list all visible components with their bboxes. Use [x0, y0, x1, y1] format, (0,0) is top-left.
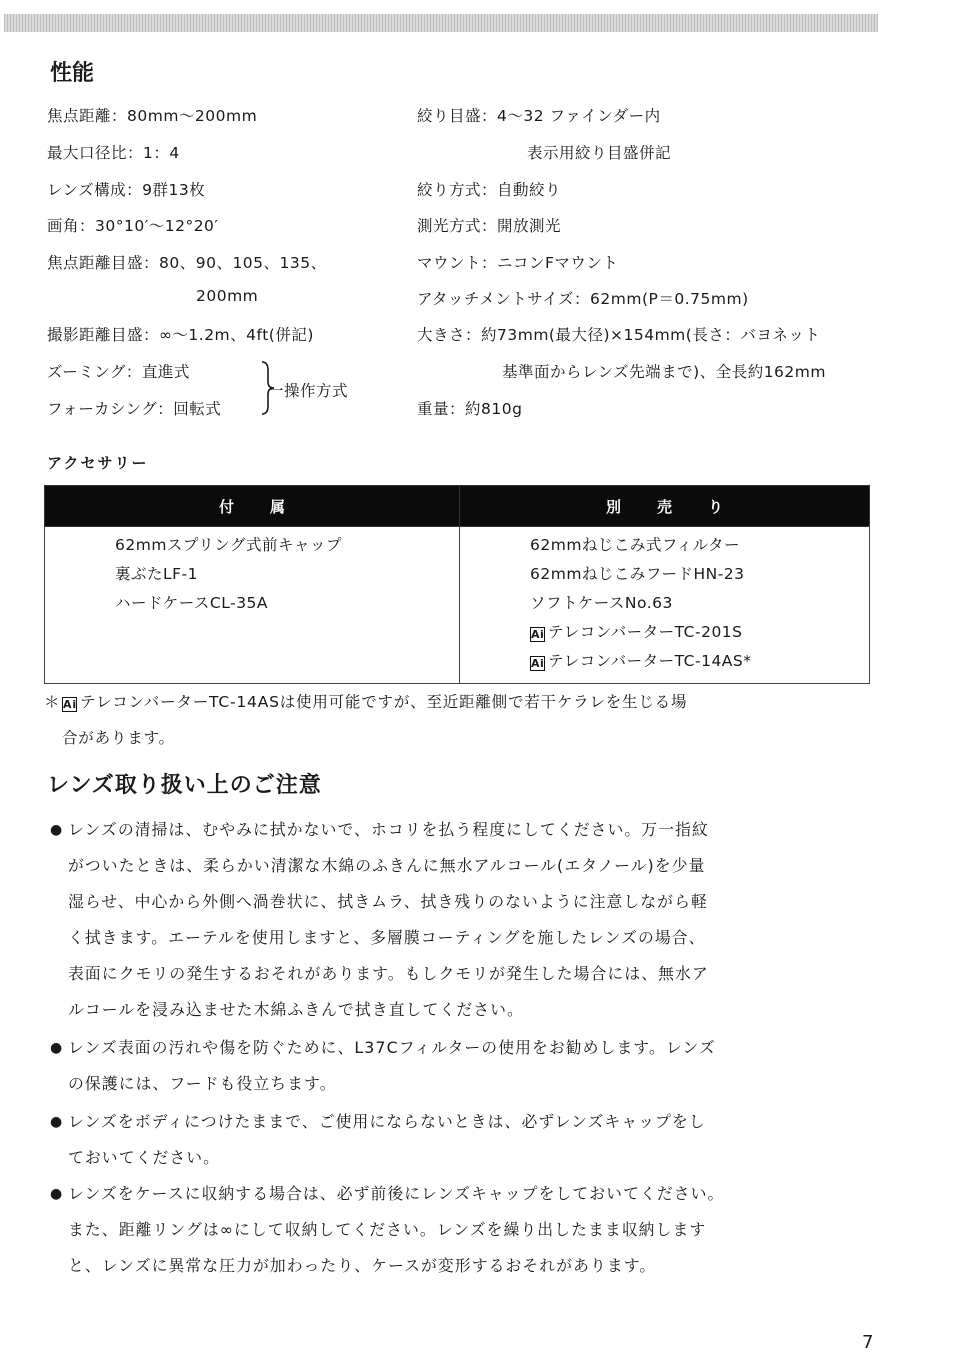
bullet-icon: ● [50, 1114, 64, 1130]
ai-nikkor-icon: Ai [63, 698, 77, 711]
specs-title: 性能 [50, 61, 95, 86]
caution-line: と、レンズに異常な圧力が加わったり、ケースが変形するおそれがあります。 [68, 1256, 657, 1275]
list-item: ハードケースCL-35A [115, 594, 269, 612]
spec-aperture-scale: 絞り目盛：4〜32 ファインダー内 [417, 107, 661, 125]
header-included: 付属 [45, 486, 460, 527]
included-list [45, 531, 459, 618]
spec-weight: 重量：約810g [417, 400, 523, 418]
accessories-footnote [44, 684, 884, 756]
spec-lens-construction: レンズ構成：9群13枚 [47, 181, 206, 199]
optional-cell [460, 527, 870, 684]
caution-item-cleaning [50, 812, 890, 1028]
list-item: 62mmねじこみフードHN-23 [530, 565, 745, 583]
caution-text: レンズの清掃は、むやみに拭かないで、ホコリを払う程度にしてください。万一指紋 [68, 820, 709, 839]
list-item [530, 618, 869, 647]
bullet-icon: ● [50, 822, 64, 838]
spec-max-aperture: 最大口径比：1：4 [47, 144, 180, 162]
caution-line [50, 1176, 890, 1212]
caution-line [50, 1030, 890, 1066]
header-rule [4, 14, 878, 32]
spec-focusing: フォーカシング：回転式 [47, 400, 222, 418]
spec-operation-label: 一操作方式 [268, 382, 349, 400]
page-number: 7 [862, 1332, 874, 1353]
spec-metering: 測光方式：開放測光 [417, 217, 562, 235]
footnote-line: 合があります。 [62, 729, 175, 747]
caution-text: レンズをボディにつけたままで、ご使用にならないときは、必ずレンズキャップをし [68, 1112, 706, 1131]
caution-line [50, 1104, 890, 1140]
list-item [530, 647, 869, 676]
spec-mount: マウント：ニコンFマウント [417, 254, 619, 272]
list-item: 裏ぶたLF-1 [115, 565, 199, 583]
spec-dimensions-cont: 基準面からレンズ先端まで)、全長約162mm [502, 363, 826, 381]
caution-title: レンズ取り扱い上のご注意 [47, 773, 322, 798]
list-item-label: テレコンバーターTC-201S [548, 623, 743, 641]
accessories-title: アクセサリー [47, 454, 149, 472]
spec-aperture-method: 絞り方式：自動絞り [417, 181, 562, 199]
included-cell [45, 527, 460, 684]
ai-nikkor-icon: Ai [531, 628, 545, 641]
spec-focal-scale: 焦点距離目盛：80、90、105、135、 [47, 254, 327, 272]
caution-line: 湿らせ、中心から外側へ渦巻状に、拭きムラ、拭き残りのないように注意しながら軽 [68, 892, 708, 911]
spec-distance-scale: 撮影距離目盛：∞〜1.2m、4ft(併記) [47, 326, 314, 344]
spec-zooming: ズーミング：直進式 [47, 363, 190, 381]
caution-line: また、距離リングは∞にして収納してください。レンズを繰り出したまま収納します [68, 1220, 707, 1239]
footnote-line [44, 684, 884, 720]
list-item-label: テレコンバーターTC-14AS* [548, 652, 752, 670]
ai-nikkor-icon: Ai [531, 657, 545, 670]
caution-line: ルコールを浸み込ませた木綿ふきんで拭き直してください。 [68, 1000, 524, 1019]
caution-text: レンズ表面の汚れや傷を防ぐために、L37Cフィルターの使用をお勧めします。レンズ [68, 1038, 716, 1057]
spec-focal-length: 焦点距離：80mm〜200mm [47, 107, 258, 125]
caution-line: ておいてください。 [68, 1148, 221, 1167]
caution-item-storage [50, 1176, 890, 1284]
accessories-table [44, 485, 870, 684]
bullet-icon: ● [50, 1040, 64, 1056]
optional-list [460, 531, 869, 676]
list-item: 62mmねじこみ式フィルター [530, 536, 741, 554]
caution-item-cap [50, 1104, 890, 1176]
caution-line: の保護には、フードも役立ちます。 [68, 1074, 337, 1093]
asterisk-mark: ＊ [44, 693, 61, 711]
bullet-icon: ● [50, 1186, 64, 1202]
list-item: ソフトケースNo.63 [530, 594, 673, 612]
caution-line [50, 812, 890, 848]
caution-text: レンズをケースに収納する場合は、必ず前後にレンズキャップをしておいてください。 [68, 1184, 725, 1203]
caution-line: 表面にクモリの発生するおそれがあります。もしクモリが発生した場合には、無水ア [68, 964, 709, 983]
footnote-text: テレコンバーターTC-14ASは使用可能ですが、至近距離側で若干ケラレを生じる場 [80, 693, 688, 711]
spec-angle-of-view: 画角：30°10′〜12°20′ [47, 217, 219, 235]
list-item: 62mmスプリング式前キャップ [115, 536, 342, 554]
spec-focal-scale-cont: 200mm [196, 287, 259, 305]
header-optional: 別売り [460, 486, 870, 527]
caution-item-filter [50, 1030, 890, 1102]
spec-aperture-scale-cont: 表示用絞り目盛併記 [527, 144, 672, 162]
caution-line: がついたときは、柔らかい清潔な木綿のふきんに無水アルコール(エタノール)を少量 [68, 856, 706, 875]
caution-line: く拭きます。エーテルを使用しますと、多層膜コーティングを施したレンズの場合、 [68, 928, 706, 947]
spec-dimensions: 大きさ：約73mm(最大径)×154mm(長さ：バヨネット [417, 326, 821, 344]
spec-attachment-size: アタッチメントサイズ：62mm(P＝0.75mm) [417, 290, 749, 308]
